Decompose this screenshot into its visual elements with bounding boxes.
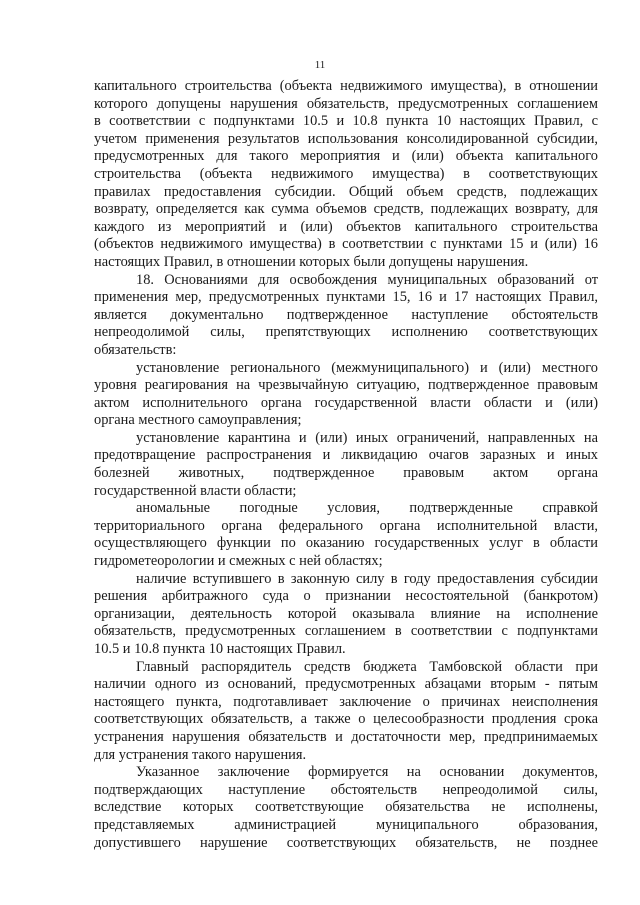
text-line: подтверждающих наступление обстоятельств непреодолимой силы, — [94, 781, 598, 798]
page-number: 11 — [314, 59, 326, 71]
text-line: осуществляющего функции по оказанию государственных услуг в области — [94, 535, 598, 552]
text-line: в соответствии с подпунктами 10.5 и 10.8 пункта 10 настоящих Правил, с — [94, 113, 598, 130]
text-line: обязательств, предусмотренных соглашением в соответствии с подпунктами — [94, 623, 598, 640]
text-line: (объектов недвижимого имущества) в соответствии с пунктами 15 и (или) 16 — [94, 236, 598, 253]
text-line: Указанное заключение формируется на основании документов, — [136, 764, 598, 781]
text-line: настоящих Правил, в отношении которых были допущены нарушения. — [94, 253, 529, 270]
text-line: обязательств: — [94, 341, 177, 358]
text-line: применения мер, предусмотренных пунктами 15, 16 и 17 настоящих Правил, — [94, 289, 598, 306]
text-line: наличие вступившего в законную силу в году предоставления субсидии — [136, 570, 598, 587]
text-line: наличии одного из оснований, предусмотренных абзацами вторым - пятым — [94, 676, 598, 693]
text-line: строительства (объекта недвижимого имущества) в соответствующих — [94, 165, 598, 182]
text-line: установление регионального (межмуниципального) и (или) местного — [136, 359, 598, 376]
text-line: вследствие которых соответствующие обязательства не исполнены, — [94, 799, 598, 816]
text-line: каждого из мероприятий и (или) объектов капитального строительства — [94, 218, 598, 235]
text-line: 10.5 и 10.8 пункта 10 настоящих Правил. — [94, 641, 346, 657]
text-line: установление карантина и (или) иных ограничений, направленных на — [136, 429, 598, 446]
text-line: организации, деятельность которой оказывала влияние на исполнение — [94, 605, 598, 622]
text-line: предотвращение распространения и ликвидацию очагов заразных и иных — [94, 447, 598, 464]
text-line: актом исполнительного органа государственной власти области и (или) — [94, 394, 598, 411]
text-line: правилах предоставления субсидии. Общий объем средств, подлежащих — [94, 183, 598, 200]
text-line: которого допущены нарушения обязательств, предусмотренных соглашением — [94, 95, 598, 112]
text-line: устранения нарушения обязательств и достаточности мер, предпринимаемых — [94, 728, 598, 745]
text-line: решения арбитражного суда о признании несостоятельной (банкротом) — [94, 588, 598, 605]
text-line: 18. Основаниями для освобождения муниципальных образований от — [136, 271, 598, 288]
text-line: гидрометеорологии и смежных с ней областях; — [94, 553, 383, 570]
text-line: предусмотренных для такого мероприятия и (или) объекта капитального — [94, 148, 598, 165]
text-line: территориального органа федерального органа исполнительной власти, — [94, 517, 598, 534]
text-line: для устранения такого нарушения. — [94, 746, 307, 763]
text-line: уровня реагирования на чрезвычайную ситуацию, подтвержденное правовым — [94, 377, 598, 394]
text-line: органа местного самоуправления; — [94, 412, 302, 429]
text-line: представляемых администрацией муниципального образования, — [94, 816, 598, 833]
text-line: является документально подтвержденное наступление обстоятельств — [94, 306, 598, 323]
text-line: возврату, определяется как сумма объемов средств, подлежащих возврату, для — [94, 201, 598, 218]
text-line: учетом применения результатов использования консолидированной субсидии, — [94, 130, 598, 147]
text-line: непреодолимой силы, препятствующих исполнению соответствующих — [94, 324, 598, 341]
text-line: болезней животных, подтвержденное правовым актом органа — [94, 465, 598, 482]
text-line: Главный распорядитель средств бюджета Тамбовской области при — [136, 658, 598, 675]
text-line: аномальные погодные условия, подтвержденные справкой — [136, 500, 598, 517]
text-line: настоящего пункта, подготавливает заключение о причинах неисполнения — [94, 693, 598, 710]
text-line: государственной власти области; — [94, 482, 297, 499]
text-line: соответствующих обязательств, а также о целесообразности продления срока — [94, 711, 598, 728]
document-body — [94, 78, 598, 852]
text-line: капитального строительства (объекта недвижимого имущества), в отношении — [94, 78, 598, 94]
text-line: допустившего нарушение соответствующих обязательств, не позднее — [94, 834, 598, 851]
